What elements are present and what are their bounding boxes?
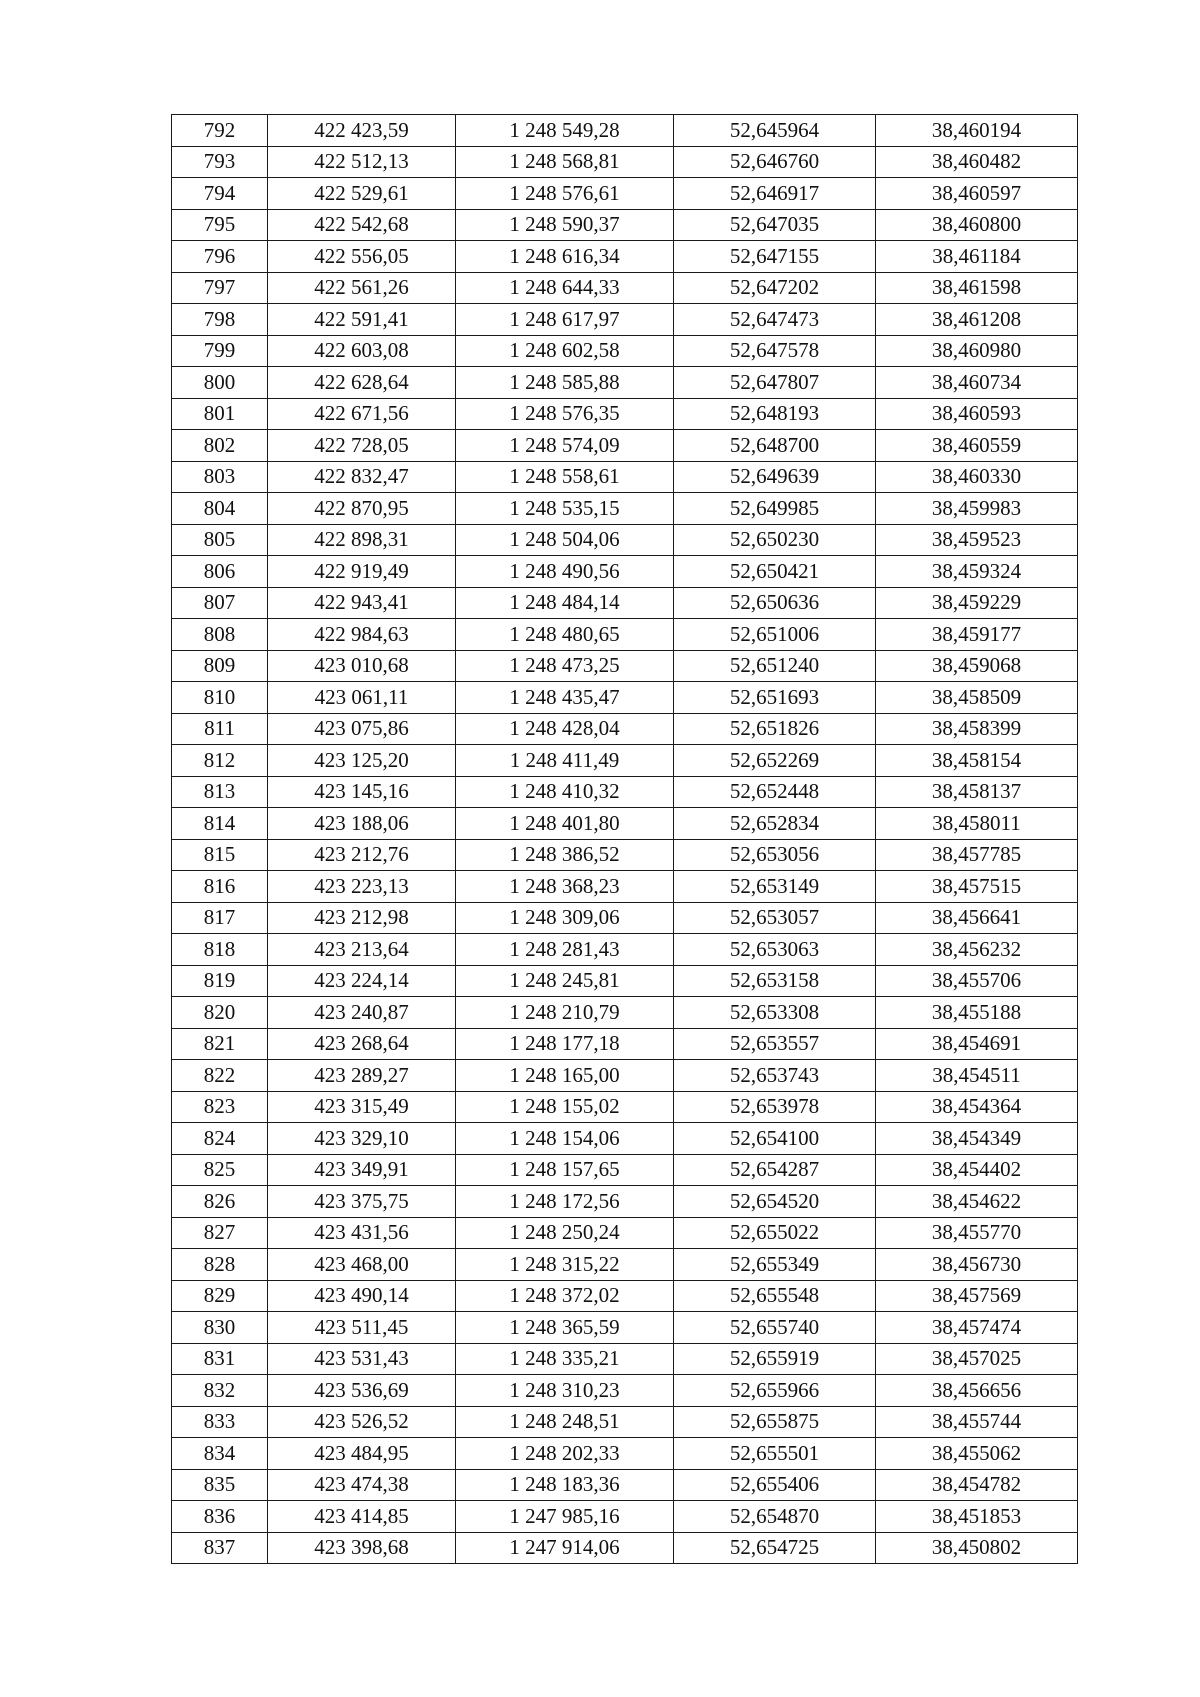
- y-coordinate-cell: 1 248 365,59: [456, 1312, 674, 1344]
- y-coordinate-cell: 1 248 281,43: [456, 934, 674, 966]
- point-number-cell: 826: [172, 1186, 268, 1218]
- latitude-cell: 52,655740: [674, 1312, 876, 1344]
- point-number-cell: 832: [172, 1375, 268, 1407]
- table-row: [172, 1028, 1078, 1060]
- latitude-cell: 52,653063: [674, 934, 876, 966]
- point-number-cell: 794: [172, 178, 268, 210]
- latitude-cell: 52,655406: [674, 1469, 876, 1501]
- point-number-cell: 808: [172, 619, 268, 651]
- x-coordinate-cell: 422 628,64: [268, 367, 456, 399]
- y-coordinate-cell: 1 248 183,36: [456, 1469, 674, 1501]
- point-number-cell: 800: [172, 367, 268, 399]
- table-row: [172, 398, 1078, 430]
- table-row: [172, 1060, 1078, 1092]
- longitude-cell: 38,451853: [876, 1501, 1078, 1533]
- point-number-cell: 807: [172, 587, 268, 619]
- longitude-cell: 38,457474: [876, 1312, 1078, 1344]
- longitude-cell: 38,458011: [876, 808, 1078, 840]
- point-number-cell: 803: [172, 461, 268, 493]
- y-coordinate-cell: 1 247 985,16: [456, 1501, 674, 1533]
- longitude-cell: 38,460593: [876, 398, 1078, 430]
- longitude-cell: 38,460800: [876, 209, 1078, 241]
- longitude-cell: 38,455188: [876, 997, 1078, 1029]
- y-coordinate-cell: 1 248 245,81: [456, 965, 674, 997]
- table-row: [172, 367, 1078, 399]
- x-coordinate-cell: 423 474,38: [268, 1469, 456, 1501]
- x-coordinate-cell: 423 484,95: [268, 1438, 456, 1470]
- x-coordinate-cell: 423 536,69: [268, 1375, 456, 1407]
- longitude-cell: 38,459523: [876, 524, 1078, 556]
- y-coordinate-cell: 1 248 250,24: [456, 1217, 674, 1249]
- x-coordinate-cell: 423 213,64: [268, 934, 456, 966]
- latitude-cell: 52,654725: [674, 1532, 876, 1564]
- latitude-cell: 52,655919: [674, 1343, 876, 1375]
- y-coordinate-cell: 1 248 574,09: [456, 430, 674, 462]
- point-number-cell: 833: [172, 1406, 268, 1438]
- table-row: [172, 178, 1078, 210]
- point-number-cell: 824: [172, 1123, 268, 1155]
- table-row: [172, 1375, 1078, 1407]
- x-coordinate-cell: 422 943,41: [268, 587, 456, 619]
- x-coordinate-cell: 422 919,49: [268, 556, 456, 588]
- point-number-cell: 810: [172, 682, 268, 714]
- y-coordinate-cell: 1 248 568,81: [456, 146, 674, 178]
- table-row: [172, 1343, 1078, 1375]
- longitude-cell: 38,458154: [876, 745, 1078, 777]
- point-number-cell: 805: [172, 524, 268, 556]
- latitude-cell: 52,645964: [674, 115, 876, 147]
- longitude-cell: 38,459983: [876, 493, 1078, 525]
- latitude-cell: 52,651006: [674, 619, 876, 651]
- y-coordinate-cell: 1 248 535,15: [456, 493, 674, 525]
- table-row: [172, 650, 1078, 682]
- y-coordinate-cell: 1 248 315,22: [456, 1249, 674, 1281]
- longitude-cell: 38,455744: [876, 1406, 1078, 1438]
- y-coordinate-cell: 1 248 155,02: [456, 1091, 674, 1123]
- y-coordinate-cell: 1 248 310,23: [456, 1375, 674, 1407]
- latitude-cell: 52,647578: [674, 335, 876, 367]
- x-coordinate-cell: 423 212,98: [268, 902, 456, 934]
- latitude-cell: 52,650421: [674, 556, 876, 588]
- x-coordinate-cell: 423 075,86: [268, 713, 456, 745]
- latitude-cell: 52,647473: [674, 304, 876, 336]
- y-coordinate-cell: 1 248 558,61: [456, 461, 674, 493]
- x-coordinate-cell: 422 671,56: [268, 398, 456, 430]
- longitude-cell: 38,450802: [876, 1532, 1078, 1564]
- point-number-cell: 836: [172, 1501, 268, 1533]
- y-coordinate-cell: 1 248 480,65: [456, 619, 674, 651]
- x-coordinate-cell: 423 526,52: [268, 1406, 456, 1438]
- y-coordinate-cell: 1 248 504,06: [456, 524, 674, 556]
- point-number-cell: 829: [172, 1280, 268, 1312]
- longitude-cell: 38,455062: [876, 1438, 1078, 1470]
- x-coordinate-cell: 422 984,63: [268, 619, 456, 651]
- y-coordinate-cell: 1 248 410,32: [456, 776, 674, 808]
- table-row: [172, 713, 1078, 745]
- latitude-cell: 52,653057: [674, 902, 876, 934]
- latitude-cell: 52,654100: [674, 1123, 876, 1155]
- table-row: [172, 524, 1078, 556]
- latitude-cell: 52,652448: [674, 776, 876, 808]
- longitude-cell: 38,461598: [876, 272, 1078, 304]
- x-coordinate-cell: 422 423,59: [268, 115, 456, 147]
- latitude-cell: 52,653308: [674, 997, 876, 1029]
- longitude-cell: 38,459229: [876, 587, 1078, 619]
- latitude-cell: 52,647202: [674, 272, 876, 304]
- y-coordinate-cell: 1 248 165,00: [456, 1060, 674, 1092]
- table-row: [172, 1438, 1078, 1470]
- point-number-cell: 831: [172, 1343, 268, 1375]
- latitude-cell: 52,647035: [674, 209, 876, 241]
- table-row: [172, 587, 1078, 619]
- table-row: [172, 1501, 1078, 1533]
- longitude-cell: 38,456232: [876, 934, 1078, 966]
- x-coordinate-cell: 423 223,13: [268, 871, 456, 903]
- table-row: [172, 1532, 1078, 1564]
- table-row: [172, 1469, 1078, 1501]
- longitude-cell: 38,460330: [876, 461, 1078, 493]
- x-coordinate-cell: 422 542,68: [268, 209, 456, 241]
- x-coordinate-cell: 422 832,47: [268, 461, 456, 493]
- longitude-cell: 38,454782: [876, 1469, 1078, 1501]
- latitude-cell: 52,648700: [674, 430, 876, 462]
- table-row: [172, 146, 1078, 178]
- latitude-cell: 52,651693: [674, 682, 876, 714]
- longitude-cell: 38,454349: [876, 1123, 1078, 1155]
- x-coordinate-cell: 422 561,26: [268, 272, 456, 304]
- x-coordinate-cell: 423 061,11: [268, 682, 456, 714]
- y-coordinate-cell: 1 248 401,80: [456, 808, 674, 840]
- y-coordinate-cell: 1 248 386,52: [456, 839, 674, 871]
- table-row: [172, 776, 1078, 808]
- x-coordinate-cell: 422 529,61: [268, 178, 456, 210]
- point-number-cell: 811: [172, 713, 268, 745]
- y-coordinate-cell: 1 248 210,79: [456, 997, 674, 1029]
- point-number-cell: 821: [172, 1028, 268, 1060]
- coordinates-table: [171, 114, 1078, 1564]
- longitude-cell: 38,456656: [876, 1375, 1078, 1407]
- table-row: [172, 1154, 1078, 1186]
- table-row: [172, 619, 1078, 651]
- longitude-cell: 38,457785: [876, 839, 1078, 871]
- table-row: [172, 965, 1078, 997]
- point-number-cell: 814: [172, 808, 268, 840]
- x-coordinate-cell: 423 224,14: [268, 965, 456, 997]
- table-row: [172, 209, 1078, 241]
- longitude-cell: 38,455706: [876, 965, 1078, 997]
- latitude-cell: 52,655966: [674, 1375, 876, 1407]
- x-coordinate-cell: 423 289,27: [268, 1060, 456, 1092]
- x-coordinate-cell: 423 240,87: [268, 997, 456, 1029]
- x-coordinate-cell: 423 212,76: [268, 839, 456, 871]
- table-row: [172, 1217, 1078, 1249]
- longitude-cell: 38,460597: [876, 178, 1078, 210]
- y-coordinate-cell: 1 248 435,47: [456, 682, 674, 714]
- longitude-cell: 38,460194: [876, 115, 1078, 147]
- y-coordinate-cell: 1 248 484,14: [456, 587, 674, 619]
- y-coordinate-cell: 1 248 309,06: [456, 902, 674, 934]
- x-coordinate-cell: 422 728,05: [268, 430, 456, 462]
- latitude-cell: 52,654870: [674, 1501, 876, 1533]
- y-coordinate-cell: 1 248 157,65: [456, 1154, 674, 1186]
- x-coordinate-cell: 423 511,45: [268, 1312, 456, 1344]
- table-row: [172, 335, 1078, 367]
- point-number-cell: 822: [172, 1060, 268, 1092]
- table-row: [172, 1312, 1078, 1344]
- x-coordinate-cell: 423 414,85: [268, 1501, 456, 1533]
- coordinates-table-body: [172, 115, 1078, 1564]
- longitude-cell: 38,456641: [876, 902, 1078, 934]
- point-number-cell: 804: [172, 493, 268, 525]
- point-number-cell: 818: [172, 934, 268, 966]
- table-row: [172, 745, 1078, 777]
- table-row: [172, 115, 1078, 147]
- longitude-cell: 38,454691: [876, 1028, 1078, 1060]
- table-row: [172, 430, 1078, 462]
- latitude-cell: 52,651826: [674, 713, 876, 745]
- longitude-cell: 38,457569: [876, 1280, 1078, 1312]
- table-row: [172, 839, 1078, 871]
- table-row: [172, 1123, 1078, 1155]
- point-number-cell: 798: [172, 304, 268, 336]
- y-coordinate-cell: 1 248 411,49: [456, 745, 674, 777]
- y-coordinate-cell: 1 248 616,34: [456, 241, 674, 273]
- table-row: [172, 902, 1078, 934]
- x-coordinate-cell: 422 591,41: [268, 304, 456, 336]
- x-coordinate-cell: 423 375,75: [268, 1186, 456, 1218]
- point-number-cell: 819: [172, 965, 268, 997]
- x-coordinate-cell: 422 512,13: [268, 146, 456, 178]
- table-row: [172, 304, 1078, 336]
- latitude-cell: 52,653557: [674, 1028, 876, 1060]
- latitude-cell: 52,648193: [674, 398, 876, 430]
- x-coordinate-cell: 423 010,68: [268, 650, 456, 682]
- x-coordinate-cell: 423 145,16: [268, 776, 456, 808]
- x-coordinate-cell: 423 398,68: [268, 1532, 456, 1564]
- latitude-cell: 52,651240: [674, 650, 876, 682]
- point-number-cell: 812: [172, 745, 268, 777]
- latitude-cell: 52,650636: [674, 587, 876, 619]
- y-coordinate-cell: 1 247 914,06: [456, 1532, 674, 1564]
- latitude-cell: 52,649639: [674, 461, 876, 493]
- point-number-cell: 795: [172, 209, 268, 241]
- y-coordinate-cell: 1 248 368,23: [456, 871, 674, 903]
- longitude-cell: 38,454622: [876, 1186, 1078, 1218]
- table-row: [172, 1091, 1078, 1123]
- table-row: [172, 1249, 1078, 1281]
- table-row: [172, 871, 1078, 903]
- latitude-cell: 52,646760: [674, 146, 876, 178]
- latitude-cell: 52,654287: [674, 1154, 876, 1186]
- y-coordinate-cell: 1 248 172,56: [456, 1186, 674, 1218]
- table-row: [172, 1280, 1078, 1312]
- y-coordinate-cell: 1 248 335,21: [456, 1343, 674, 1375]
- longitude-cell: 38,454511: [876, 1060, 1078, 1092]
- longitude-cell: 38,454402: [876, 1154, 1078, 1186]
- latitude-cell: 52,653743: [674, 1060, 876, 1092]
- point-number-cell: 823: [172, 1091, 268, 1123]
- table-row: [172, 997, 1078, 1029]
- point-number-cell: 801: [172, 398, 268, 430]
- table-row: [172, 682, 1078, 714]
- point-number-cell: 817: [172, 902, 268, 934]
- latitude-cell: 52,653978: [674, 1091, 876, 1123]
- point-number-cell: 815: [172, 839, 268, 871]
- x-coordinate-cell: 423 125,20: [268, 745, 456, 777]
- longitude-cell: 38,460482: [876, 146, 1078, 178]
- point-number-cell: 835: [172, 1469, 268, 1501]
- point-number-cell: 820: [172, 997, 268, 1029]
- point-number-cell: 802: [172, 430, 268, 462]
- table-row: [172, 272, 1078, 304]
- longitude-cell: 38,459177: [876, 619, 1078, 651]
- y-coordinate-cell: 1 248 154,06: [456, 1123, 674, 1155]
- y-coordinate-cell: 1 248 428,04: [456, 713, 674, 745]
- latitude-cell: 52,653158: [674, 965, 876, 997]
- x-coordinate-cell: 423 315,49: [268, 1091, 456, 1123]
- longitude-cell: 38,458509: [876, 682, 1078, 714]
- longitude-cell: 38,457515: [876, 871, 1078, 903]
- x-coordinate-cell: 423 431,56: [268, 1217, 456, 1249]
- x-coordinate-cell: 422 556,05: [268, 241, 456, 273]
- latitude-cell: 52,655548: [674, 1280, 876, 1312]
- longitude-cell: 38,459324: [876, 556, 1078, 588]
- y-coordinate-cell: 1 248 473,25: [456, 650, 674, 682]
- latitude-cell: 52,655022: [674, 1217, 876, 1249]
- table-row: [172, 241, 1078, 273]
- table-row: [172, 461, 1078, 493]
- point-number-cell: 837: [172, 1532, 268, 1564]
- longitude-cell: 38,460559: [876, 430, 1078, 462]
- table-row: [172, 1186, 1078, 1218]
- x-coordinate-cell: 423 329,10: [268, 1123, 456, 1155]
- y-coordinate-cell: 1 248 576,61: [456, 178, 674, 210]
- latitude-cell: 52,655501: [674, 1438, 876, 1470]
- y-coordinate-cell: 1 248 372,02: [456, 1280, 674, 1312]
- x-coordinate-cell: 423 349,91: [268, 1154, 456, 1186]
- point-number-cell: 816: [172, 871, 268, 903]
- longitude-cell: 38,455770: [876, 1217, 1078, 1249]
- latitude-cell: 52,655349: [674, 1249, 876, 1281]
- table-row: [172, 934, 1078, 966]
- latitude-cell: 52,652834: [674, 808, 876, 840]
- y-coordinate-cell: 1 248 602,58: [456, 335, 674, 367]
- y-coordinate-cell: 1 248 590,37: [456, 209, 674, 241]
- point-number-cell: 799: [172, 335, 268, 367]
- point-number-cell: 792: [172, 115, 268, 147]
- table-row: [172, 1406, 1078, 1438]
- latitude-cell: 52,653149: [674, 871, 876, 903]
- y-coordinate-cell: 1 248 549,28: [456, 115, 674, 147]
- x-coordinate-cell: 423 188,06: [268, 808, 456, 840]
- latitude-cell: 52,653056: [674, 839, 876, 871]
- point-number-cell: 830: [172, 1312, 268, 1344]
- y-coordinate-cell: 1 248 248,51: [456, 1406, 674, 1438]
- latitude-cell: 52,652269: [674, 745, 876, 777]
- longitude-cell: 38,454364: [876, 1091, 1078, 1123]
- longitude-cell: 38,461208: [876, 304, 1078, 336]
- x-coordinate-cell: 422 603,08: [268, 335, 456, 367]
- longitude-cell: 38,457025: [876, 1343, 1078, 1375]
- y-coordinate-cell: 1 248 617,97: [456, 304, 674, 336]
- latitude-cell: 52,649985: [674, 493, 876, 525]
- x-coordinate-cell: 423 468,00: [268, 1249, 456, 1281]
- point-number-cell: 827: [172, 1217, 268, 1249]
- longitude-cell: 38,460980: [876, 335, 1078, 367]
- point-number-cell: 793: [172, 146, 268, 178]
- table-row: [172, 556, 1078, 588]
- point-number-cell: 828: [172, 1249, 268, 1281]
- point-number-cell: 813: [172, 776, 268, 808]
- point-number-cell: 834: [172, 1438, 268, 1470]
- longitude-cell: 38,458399: [876, 713, 1078, 745]
- longitude-cell: 38,459068: [876, 650, 1078, 682]
- table-row: [172, 808, 1078, 840]
- y-coordinate-cell: 1 248 644,33: [456, 272, 674, 304]
- point-number-cell: 796: [172, 241, 268, 273]
- longitude-cell: 38,458137: [876, 776, 1078, 808]
- latitude-cell: 52,654520: [674, 1186, 876, 1218]
- point-number-cell: 797: [172, 272, 268, 304]
- y-coordinate-cell: 1 248 202,33: [456, 1438, 674, 1470]
- latitude-cell: 52,646917: [674, 178, 876, 210]
- latitude-cell: 52,647155: [674, 241, 876, 273]
- x-coordinate-cell: 423 490,14: [268, 1280, 456, 1312]
- y-coordinate-cell: 1 248 576,35: [456, 398, 674, 430]
- y-coordinate-cell: 1 248 585,88: [456, 367, 674, 399]
- longitude-cell: 38,461184: [876, 241, 1078, 273]
- y-coordinate-cell: 1 248 490,56: [456, 556, 674, 588]
- x-coordinate-cell: 422 898,31: [268, 524, 456, 556]
- y-coordinate-cell: 1 248 177,18: [456, 1028, 674, 1060]
- point-number-cell: 825: [172, 1154, 268, 1186]
- table-row: [172, 493, 1078, 525]
- x-coordinate-cell: 422 870,95: [268, 493, 456, 525]
- x-coordinate-cell: 423 268,64: [268, 1028, 456, 1060]
- longitude-cell: 38,460734: [876, 367, 1078, 399]
- latitude-cell: 52,647807: [674, 367, 876, 399]
- latitude-cell: 52,650230: [674, 524, 876, 556]
- point-number-cell: 809: [172, 650, 268, 682]
- x-coordinate-cell: 423 531,43: [268, 1343, 456, 1375]
- longitude-cell: 38,456730: [876, 1249, 1078, 1281]
- latitude-cell: 52,655875: [674, 1406, 876, 1438]
- point-number-cell: 806: [172, 556, 268, 588]
